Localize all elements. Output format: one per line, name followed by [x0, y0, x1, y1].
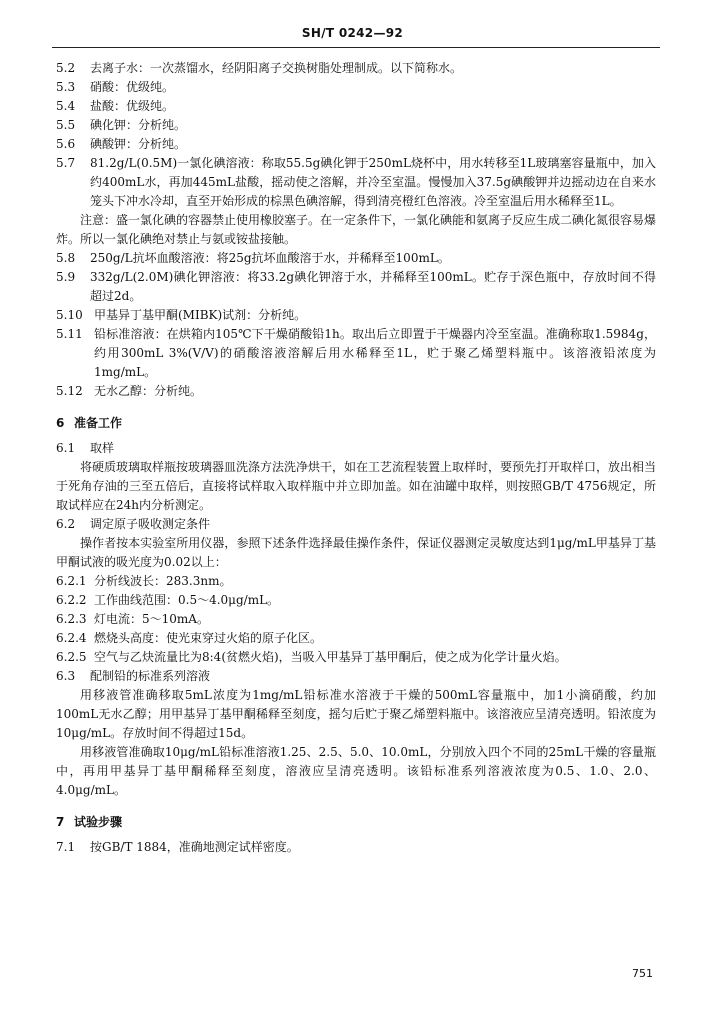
clause-text: 燃烧头高度：使光束穿过火焰的原子化区。 [94, 631, 323, 645]
clause-6-3-text-1: 用移液管准确移取5mL浓度为1mg/mL铅标准水溶液于干燥的500mL容量瓶中，加1小滴硝酸，约加100mL无水乙醇；用甲基异丁基甲酮稀释至刻度，摇匀后贮于聚乙烯塑料瓶中。该溶液应呈清亮透明。铅浓度为10μg/mL。存放时间不得超过15d。 [56, 688, 656, 740]
clause-number: 5.4 [56, 99, 76, 113]
clause-text: 无水乙醇：分析纯。 [94, 384, 203, 398]
clause-5-11 [56, 325, 656, 382]
clause-5-4 [56, 97, 656, 116]
section-7-heading [56, 813, 656, 832]
clause-text: 工作曲线范围：0.5～4.0μg/mL。 [94, 593, 280, 607]
clause-text: 碘化钾：分析纯。 [90, 118, 187, 132]
clause-5-9 [56, 268, 656, 306]
clause-text: 去离子水：一次蒸馏水，经阴阳离子交换树脂处理制成。以下简称水。 [90, 61, 463, 75]
clause-number: 5.12 [56, 384, 83, 398]
clause-6-2-text: 操作者按本实验室所用仪器，参照下述条件选择最佳操作条件，保证仪器测定灵敏度达到1μg/mL甲基异丁基甲酮试液的吸光度为0.02以上： [56, 536, 656, 569]
clause-title: 配制铅的标准系列溶液 [90, 669, 211, 683]
clause-6-2-2 [56, 591, 656, 610]
clause-text: 250g/L抗坏血酸溶液：将25g抗坏血酸溶于水，并稀释至100mL。 [90, 251, 450, 265]
clause-6-2-4 [56, 629, 656, 648]
clause-number: 6.3 [56, 669, 76, 683]
clause-7-1 [56, 838, 656, 857]
clause-5-10 [56, 306, 656, 325]
clause-text: 分析线波长：283.3nm。 [94, 574, 232, 588]
clause-5-6 [56, 135, 656, 154]
section-6-heading [56, 414, 656, 433]
clause-number: 6.2.4 [56, 631, 87, 645]
clause-title: 取样 [90, 441, 115, 455]
clause-number: 5.3 [56, 80, 76, 94]
clause-number: 7.1 [56, 840, 76, 854]
clause-text: 按GB/T 1884，准确地测定试样密度。 [90, 840, 299, 854]
clause-number: 5.2 [56, 61, 76, 75]
clause-6-1 [56, 439, 656, 458]
clause-number: 6.2.1 [56, 574, 87, 588]
clause-number: 6.2 [56, 517, 76, 531]
clause-6-1-text: 将硬质玻璃取样瓶按玻璃器皿洗涤方法洗净烘干，如在工艺流程装置上取样时，要预先打开取样口，放出相当于死角存油的三至五倍后，直接将试样取入取样瓶中并立即加盖。如在油罐中取样，则按照GB/T 4756规定，所取试样应在24h内分析测定。 [56, 460, 657, 512]
section-title: 试验步骤 [74, 815, 123, 829]
clause-6-3 [56, 667, 656, 686]
clause-number: 5.5 [56, 118, 76, 132]
clause-6-2-5 [56, 648, 656, 667]
clause-6-2-3 [56, 610, 656, 629]
section-number: 6 [56, 416, 65, 430]
section-title: 准备工作 [74, 416, 123, 430]
clause-text: 81.2g/L(0.5M)一氯化碘溶液：称取55.5g碘化钾于250mL烧杯中，用水转移至1L玻璃塞容量瓶中，加入约400mL水，再加445mL盐酸，摇动使之溶解，并冷至室温。慢慢加入37.5g碘酸钾并边摇动边在自来水笼头下冲水冷却，直至开始形成的棕黑色碘溶解，得到清亮橙红色溶液。冷至室温后用水稀释至1L。 [90, 156, 656, 208]
clause-number: 5.8 [56, 251, 76, 265]
clause-6-3-text-2: 用移液管准确取10μg/mL铅标准溶液1.25、2.5、5.0、10.0mL，分别放入四个不同的25mL干燥的容量瓶中，再用甲基异丁基甲酮稀释至刻度，溶液应呈清亮透明。该铅标准系列溶液浓度为0.5、1.0、2.0、4.0μg/mL。 [56, 745, 656, 797]
clause-text: 碘酸钾：分析纯。 [90, 137, 187, 151]
clause-5-12 [56, 382, 656, 401]
clause-text: 铅标准溶液：在烘箱内105℃下干燥硝酸铅1h。取出后立即置于干燥器内冷至室温。准确称取1.5984g，约用300mL 3%(V/V)的硝酸溶液溶解后用水稀释至1L，贮于聚乙烯塑料瓶中。该溶液铅浓度为1mg/mL。 [94, 327, 656, 379]
clause-number: 5.10 [56, 308, 83, 322]
clause-number: 6.2.5 [56, 650, 87, 664]
clause-5-2 [56, 59, 656, 78]
clause-5-8 [56, 249, 656, 268]
document-body [56, 59, 656, 857]
clause-number: 5.9 [56, 270, 76, 284]
clause-number: 6.2.3 [56, 612, 87, 626]
clause-6-2 [56, 515, 656, 534]
clause-text: 灯电流：5～10mA。 [94, 612, 209, 626]
clause-number: 5.7 [56, 156, 76, 170]
section-number: 7 [56, 815, 65, 829]
clause-text: 硝酸：优级纯。 [90, 80, 175, 94]
clause-number: 5.6 [56, 137, 76, 151]
clause-number: 6.1 [56, 441, 76, 455]
clause-6-2-1 [56, 572, 656, 591]
clause-5-5 [56, 116, 656, 135]
header-rule [52, 47, 660, 48]
clause-number: 5.11 [56, 327, 83, 341]
clause-5-3 [56, 78, 656, 97]
clause-text: 空气与乙炔流量比为8:4(贫燃火焰)，当吸入甲基异丁基甲酮后，使之成为化学计量火焰。 [94, 650, 567, 664]
clause-title: 调定原子吸收测定条件 [90, 517, 211, 531]
clause-text: 332g/L(2.0M)碘化钾溶液：将33.2g碘化钾溶于水，并稀释至100mL。贮存于深色瓶中，存放时间不得超过2d。 [90, 270, 656, 303]
clause-text: 甲基异丁基甲酮(MIBK)试剂：分析纯。 [94, 308, 307, 322]
clause-number: 6.2.2 [56, 593, 87, 607]
document-code-header: SH/T 0242—92 [301, 26, 404, 40]
clause-5-7 [56, 154, 656, 211]
page-number: 751 [632, 967, 653, 980]
warning-note: 注意：盛一氯化碘的容器禁止使用橡胶塞子。在一定条件下，一氯化碘能和氨离子反应生成二碘化氮很容易爆炸。所以一氯化碘绝对禁止与氨或铵盐接触。 [56, 213, 657, 246]
clause-text: 盐酸：优级纯。 [90, 99, 175, 113]
